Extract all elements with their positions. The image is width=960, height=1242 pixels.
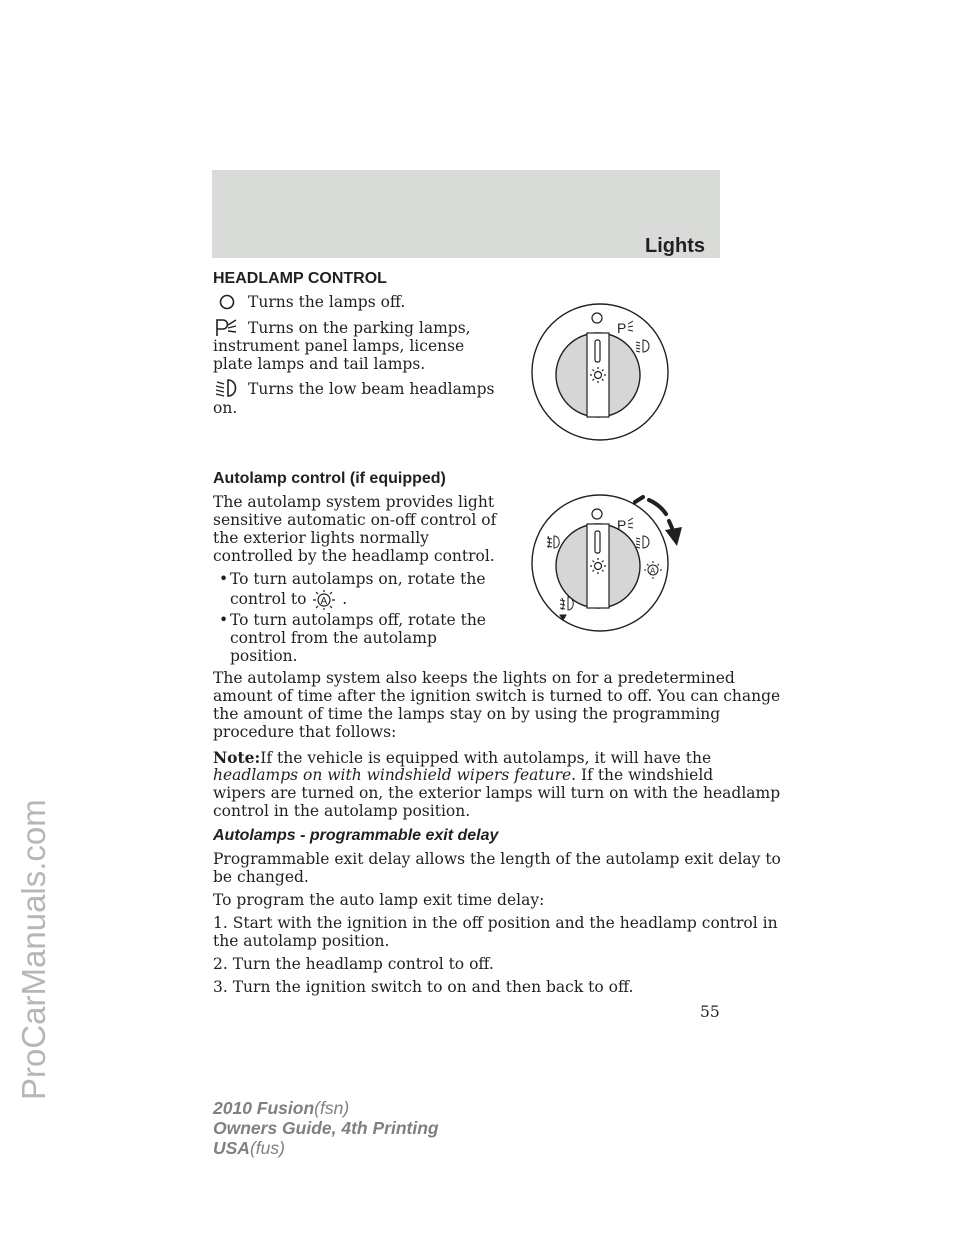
bullet-2-line-1: To turn autolamps off, rotate the: [230, 611, 486, 629]
knob-indicator: [595, 340, 600, 362]
off-description: Turns the lamps off.: [248, 293, 406, 311]
low-beam-description-line-1: Turns the low beam headlamps: [248, 380, 495, 398]
dial-parking-letter: P: [617, 320, 627, 336]
bullet-marker: •: [219, 570, 229, 588]
autolamp-control-heading: Autolamp control (if equipped): [213, 470, 446, 487]
exit-delay-intro: To program the auto lamp exit time delay:: [213, 891, 545, 909]
note-line-3: wipers are turned on, the exterior lamps will turn on with the headlamp: [213, 784, 781, 802]
footer-guide: Owners Guide, 4th Printing: [213, 1118, 439, 1138]
bullet-1-suffix: .: [342, 590, 348, 608]
footer-line-3: [213, 1138, 439, 1158]
note-text-2: If the windshield: [576, 766, 714, 784]
bullet-1-line-1: To turn autolamps on, rotate the: [230, 570, 486, 588]
step-1-line-2: the autolamp position.: [213, 932, 390, 950]
section-title: Lights: [645, 235, 705, 257]
off-icon: [218, 293, 236, 311]
bullet-2-line-3: position.: [230, 647, 298, 665]
footer-line-1: [213, 1098, 439, 1118]
note-label: Note:: [213, 748, 261, 767]
note-line-4: control in the autolamp position.: [213, 802, 471, 820]
section-header-band: [212, 170, 720, 258]
step-1-line-1: 1. Start with the ignition in the off position and the headlamp control in: [213, 914, 778, 932]
exit-delay-heading: Autolamps - programmable exit delay: [213, 827, 499, 844]
autolamp-keeps-on-line-3: the amount of time the lamps stay on by using the programming: [213, 705, 721, 723]
bullet-1-line-2: [230, 589, 347, 611]
note-text-1: If the vehicle is equipped with autolamps, it will have the: [260, 749, 712, 767]
autolamp-keeps-on-line-4: procedure that follows:: [213, 723, 397, 741]
autolamp-intro-line-3: the exterior lights normally: [213, 529, 429, 547]
exit-delay-para-line-1: Programmable exit delay allows the length of the autolamp exit delay to: [213, 850, 781, 868]
bullet-marker: •: [219, 611, 229, 629]
autolamp-keeps-on-line-2: amount of time after the ignition switch is turned to off. You can change: [213, 687, 781, 705]
note-line-2: [213, 767, 713, 785]
autolamp-intro-line-2: sensitive automatic on-off control of: [213, 511, 497, 529]
svg-text:A: A: [320, 596, 328, 607]
headlamp-control-heading: HEADLAMP CONTROL: [213, 270, 387, 287]
bullet-2-line-2: control from the autolamp: [230, 629, 437, 647]
low-beam-description-line-2: on.: [213, 399, 238, 417]
watermark: [7, 250, 53, 1150]
footer-region-code: (fus): [249, 1138, 285, 1158]
dial-parking-letter: P: [617, 517, 627, 533]
parking-description-line-2: instrument panel lamps, license: [213, 337, 465, 355]
note-line-1: [213, 749, 711, 768]
watermark-text: ProCarManuals.com: [15, 799, 52, 1100]
step-2: 2. Turn the headlamp control to off.: [213, 955, 494, 973]
footer: [213, 1098, 439, 1158]
parking-lamp-icon: [213, 316, 239, 338]
autolamp-keeps-on-line-1: The autolamp system also keeps the lights on for a predetermined: [213, 669, 735, 687]
footer-region: USA: [213, 1138, 250, 1158]
autolamp-icon: [311, 589, 337, 611]
low-beam-icon: [213, 377, 241, 399]
autolamp-control-diagram: [530, 492, 700, 642]
step-3: 3. Turn the ignition switch to on and then back to off.: [213, 978, 634, 996]
autolamp-intro-line-1: The autolamp system provides light: [213, 493, 495, 511]
bullet-1-prefix: control to: [230, 590, 307, 608]
autolamp-intro-line-4: controlled by the headlamp control.: [213, 547, 495, 565]
headlamp-control-diagram: [530, 302, 670, 442]
footer-model-code: (fsn): [314, 1098, 350, 1118]
exit-delay-para-line-2: be changed.: [213, 868, 309, 886]
parking-description-line-3: plate lamps and tail lamps.: [213, 355, 426, 373]
parking-description-line-1: Turns on the parking lamps,: [248, 319, 471, 337]
knob-indicator: [595, 531, 600, 553]
note-feature: headlamps on with windshield wipers feature.: [213, 766, 577, 784]
page-number: 55: [700, 1003, 720, 1021]
svg-text:A: A: [650, 566, 656, 576]
footer-model: 2010 Fusion: [213, 1098, 315, 1118]
